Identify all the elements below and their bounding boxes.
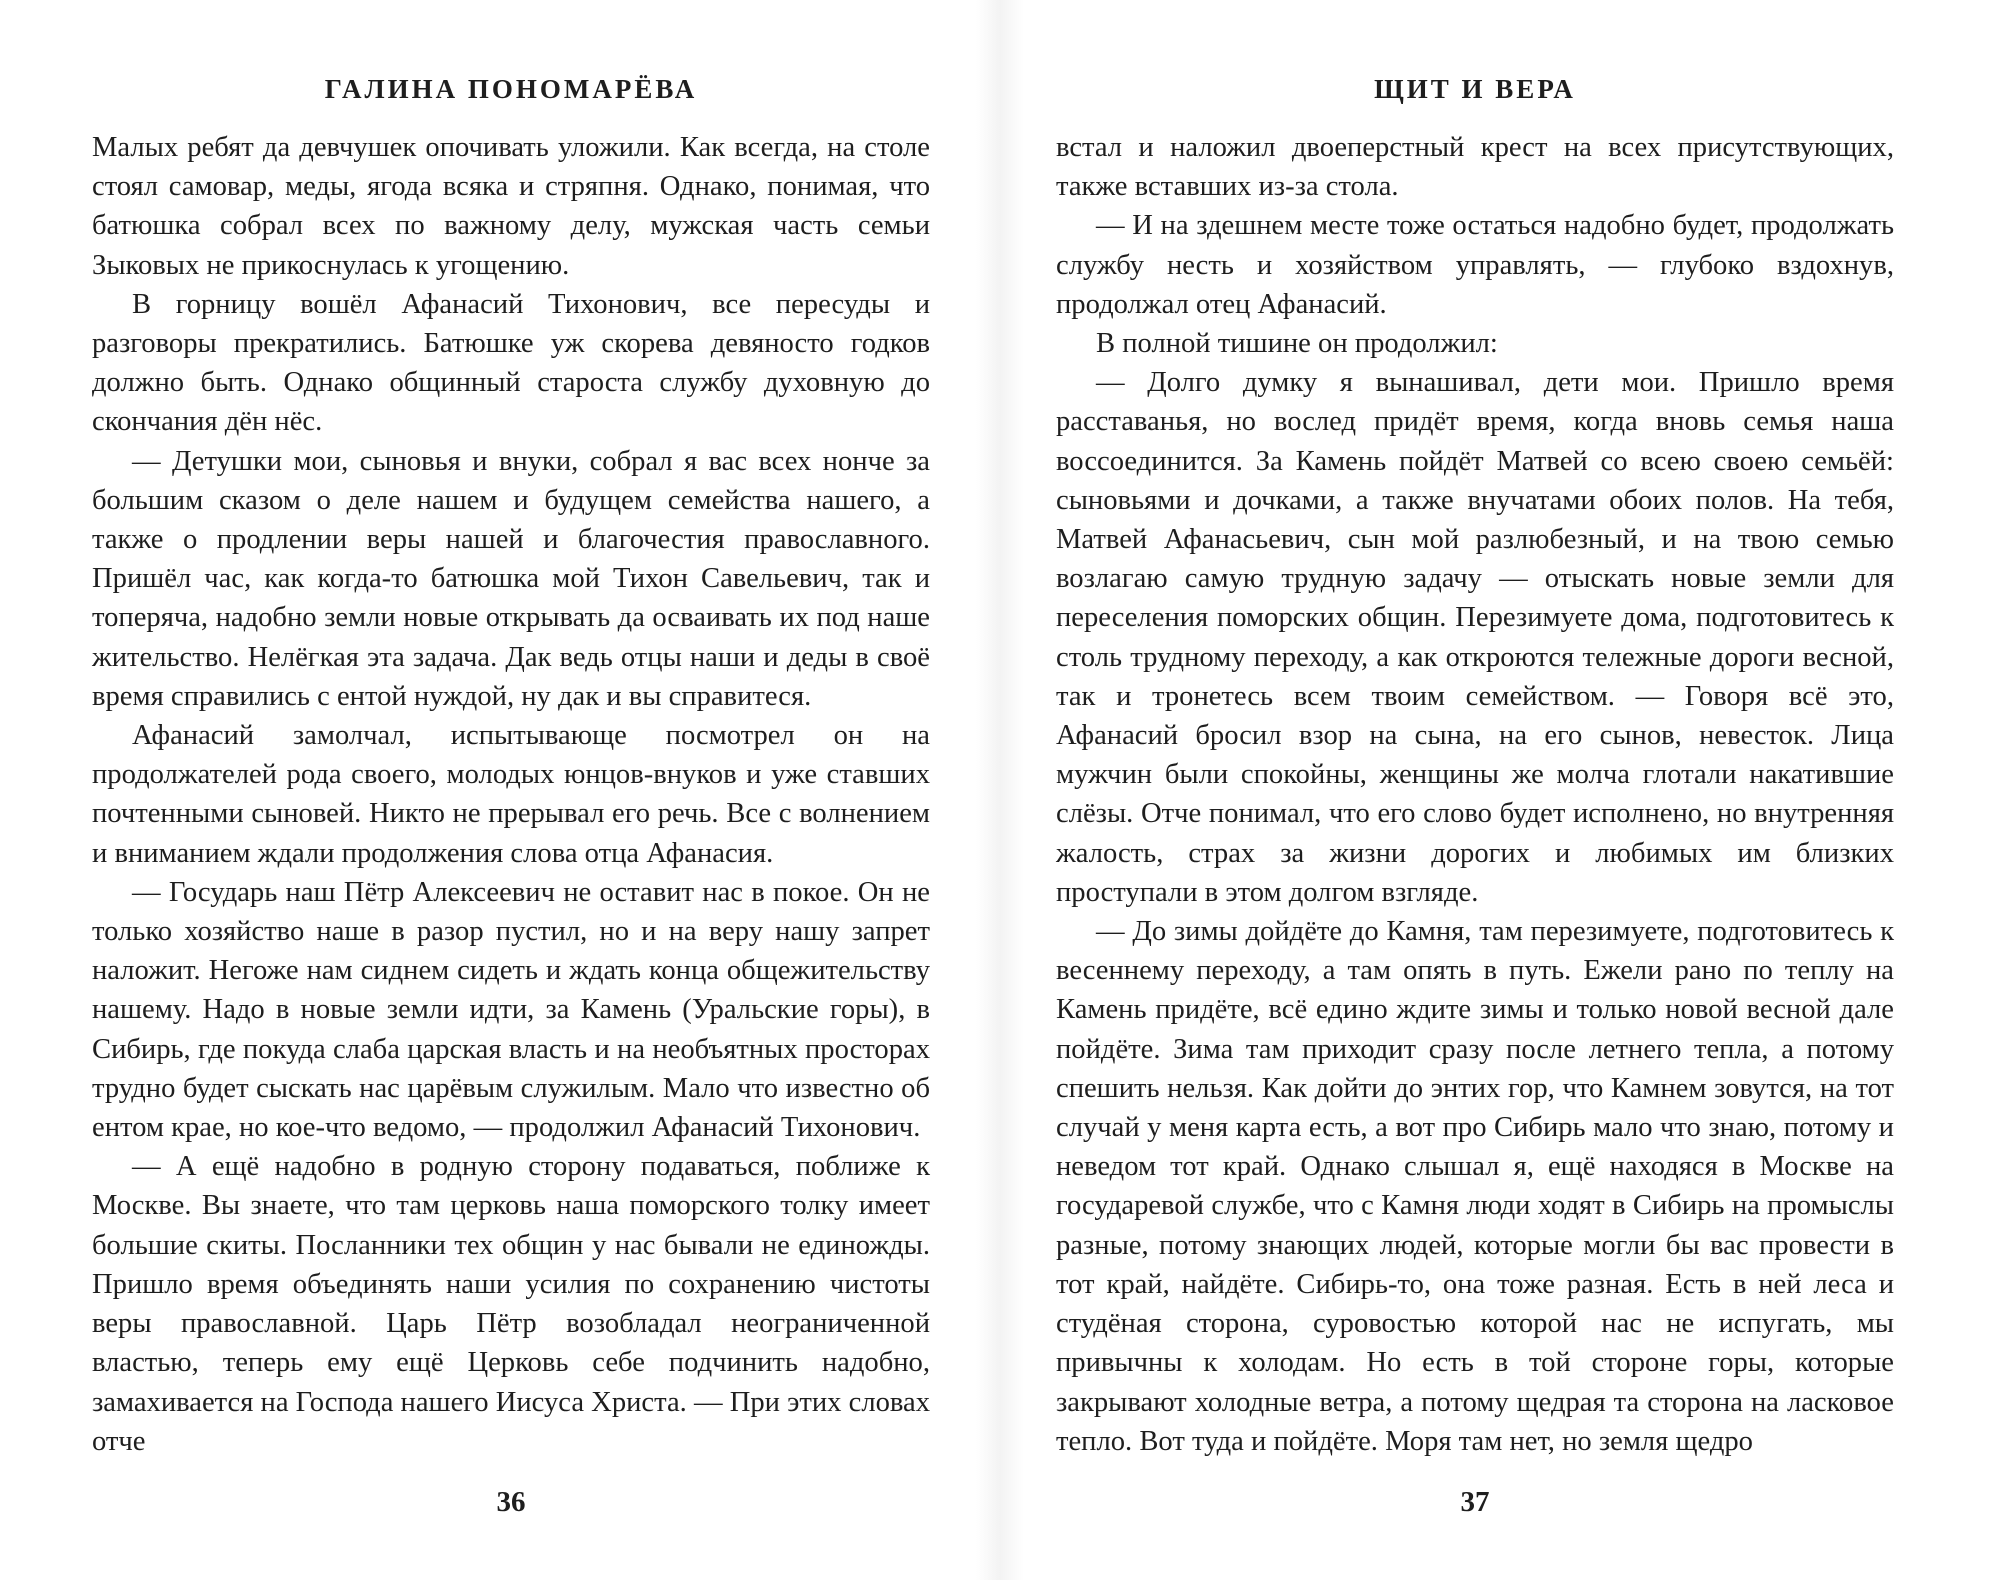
paragraph: — До зимы дойдёте до Камня, там перезимуете, подготовитесь к весеннему переходу, а там опять в путь. Ежели рано по теплу на Камень придёте, всё едино ждите зимы и только новой весной дале пойдёте. Зима там приходит сразу после летнего тепла, а потому спешить нельзя. Как дойти до энтих гор, что Камнем зовутся, на тот случай у меня карта есть, а вот про Сибирь мало что знаю, потому и неведом тот край. Однако слышал я, ещё находяся в Москве на государевой службе, что с Камня люди ходят в Сибирь на промыслы разные, потому знающих людей, которые могли бы вас провести в тот край, найдёте. Сибирь-то, она тоже разная. Есть в ней леса и студёная сторона, суровостью которой нас не испугать, мы привычны к холодам. Но есть в той стороне горы, которые закрывают холодные ветра, а потому щедрая та сторона на ласковое тепло. Вот туда и пойдёте. Моря там нет, но земля щедро xyxy=(1056,916,1894,1457)
paragraph: Афанасий замолчал, испытывающе посмотрел он на продолжателей рода своего, молодых юнцов-внуков и уже ставших почтенными сыновей. Никто не прерывал его речь. Все с волнением и вниманием ждали продолжения слова отца Афанасия. xyxy=(92,720,930,869)
left-page-number: 36 xyxy=(496,1486,526,1518)
paragraph: — И на здешнем месте тоже остаться надобно будет, продолжать службу несть и хозяйством управлять, — глубоко вздохнув, продолжал отец Афанасий. xyxy=(1056,210,1894,320)
paragraph: — Долго думку я вынашивал, дети мои. Пришло время расставанья, но вослед придёт время, когда вновь семья наша воссоединится. За Камень пойдёт Матвей со всею своею семьёй: сыновьями и дочками, а также внучатами обоих полов. На тебя, Матвей Афанасьевич, сын мой разлюбезный, и на твою семью возлагаю самую трудную задачу — отыскать новые земли для переселения поморских общин. Перезимуете дома, подготовитесь к столь трудному переходу, а как откроются тележные дороги весной, так и тронетесь всем твоим семейством. — Говоря всё это, Афанасий бросил взор на сына, на его сынов, невесток. Лица мужчин были спокойны, женщины же молча глотали накатившие слёзы. Отче понимал, что его слово будет исполнено, но внутренняя жалость, страх за жизни дорогих и любимых им близких проступали в этом долгом взгляде. xyxy=(1056,367,1894,908)
left-page-body xyxy=(92,128,930,1458)
paragraph: В полной тишине он продолжил: xyxy=(1096,328,1498,360)
right-page-header: ЩИТ И ВЕРА xyxy=(1374,74,1576,104)
paragraph: Малых ребят да девчушек опочивать уложили. Как всегда, на столе стоял самовар, меды, ягода всяка и стряпня. Однако, понимая, что батюшка собрал всех по важному делу, мужская часть семьи Зыковых не прикоснулась к угощению. xyxy=(92,132,930,281)
right-page xyxy=(1056,0,1894,1580)
paragraph: — А ещё надобно в родную сторону подаваться, поближе к Москве. Вы знаете, что там церковь наша поморского толку имеет большие скиты. Посланники тех общин у нас бывали не единожды. Пришло время объединять наши усилия по сохранению чистоты веры православной. Царь Пётр возобладал неограниченной властью, теперь ему ещё Церковь себе подчинить надобно, замахивается на Господа нашего Иисуса Христа. — При этих словах отче xyxy=(92,1151,930,1457)
continuation-paragraph: встал и наложил двоеперстный крест на всех присутствующих, также вставших из-за стола. xyxy=(1056,132,1894,203)
left-page-header: ГАЛИНА ПОНОМАРЁВА xyxy=(324,74,698,104)
paragraph: — Государь наш Пётр Алексеевич не оставит нас в покое. Он не только хозяйство наше в разор пустил, но и на веру нашу запрет наложит. Негоже нам сиднем сидеть и ждать конца общежительству нашему. Надо в новые земли идти, за Камень (Уральские горы), в Сибирь, где покуда слаба царская власть и на необъятных просторах трудно будет сыскать нас царёвым служилым. Мало что известно об ентом крае, но кое-что ведомо, — продолжил Афанасий Тихонович. xyxy=(92,876,930,1144)
right-page-number: 37 xyxy=(1460,1486,1490,1518)
paragraph: В горницу вошёл Афанасий Тихонович, все пересуды и разговоры прекратились. Батюшке уж скорева девяносто годков должно быть. Однако общинный староста службу духовную до скончания дён нёс. xyxy=(92,288,930,438)
left-page xyxy=(92,0,930,1580)
right-page-body xyxy=(1056,128,1894,1458)
paragraph: — Детушки мои, сыновья и внуки, собрал я вас всех нонче за большим сказом о деле нашем и будущем семейства нашего, а также о продлении веры нашей и благочестия православного. Пришёл час, как когда-то батюшка мой Тихон Савельевич, так и топеряча, надобно земли новые открывать да осваивать их под наше жительство. Нелёгкая эта задача. Дак ведь отцы наши и деды в своё время справились с ентой нуждой, ну дак и вы справитеся. xyxy=(92,445,930,712)
